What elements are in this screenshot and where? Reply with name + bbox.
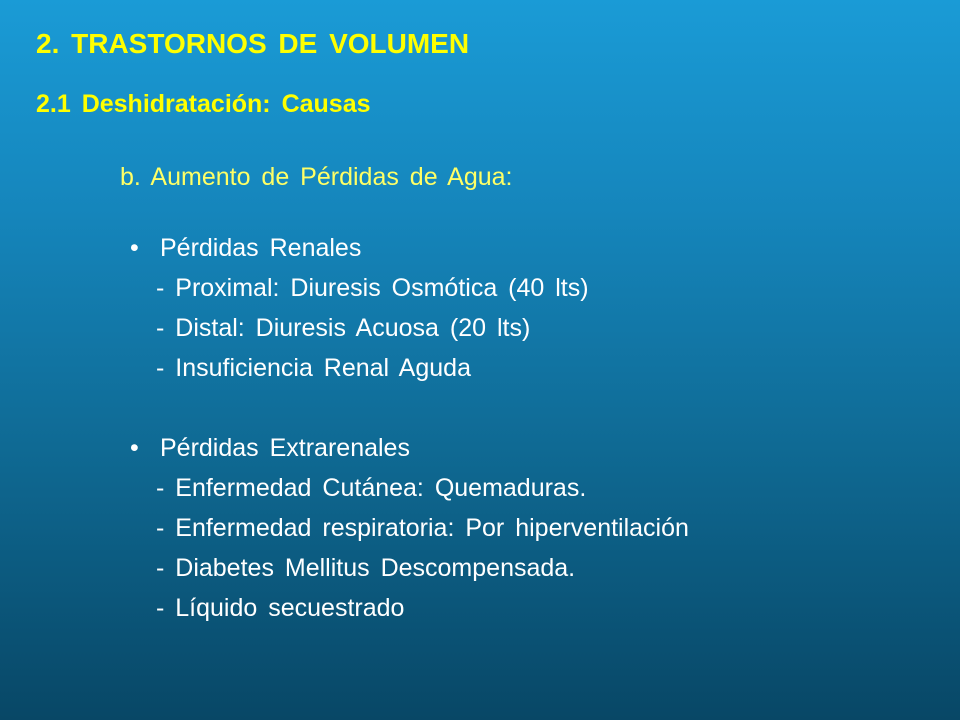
bullet-group-renal	[130, 230, 589, 390]
bullet-icon: •	[130, 434, 139, 462]
list-item: - Insuficiencia Renal Aguda	[156, 354, 471, 382]
bullet-heading	[130, 230, 589, 270]
bullet-icon: •	[130, 234, 139, 262]
list-item: - Proximal: Diuresis Osmótica (40 lts)	[156, 274, 589, 302]
list-item: - Distal: Diuresis Acuosa (20 lts)	[156, 314, 531, 342]
list-item: - Diabetes Mellitus Descompensada.	[156, 554, 576, 582]
bullet-heading-label: Pérdidas Renales	[160, 234, 362, 262]
slide-title: 2. TRASTORNOS DE VOLUMEN	[36, 28, 470, 59]
bullet-heading	[130, 430, 689, 470]
list-item: - Líquido secuestrado	[156, 594, 405, 622]
list-item: - Enfermedad respiratoria: Por hiperventilación	[156, 514, 689, 542]
bullet-group-extrarenal	[130, 430, 689, 630]
bullet-heading-label: Pérdidas Extrarenales	[160, 434, 410, 462]
slide-subtitle: 2.1 Deshidratación: Causas	[36, 90, 371, 118]
list-item: - Enfermedad Cutánea: Quemaduras.	[156, 474, 587, 502]
section-heading: b. Aumento de Pérdidas de Agua:	[120, 163, 513, 191]
